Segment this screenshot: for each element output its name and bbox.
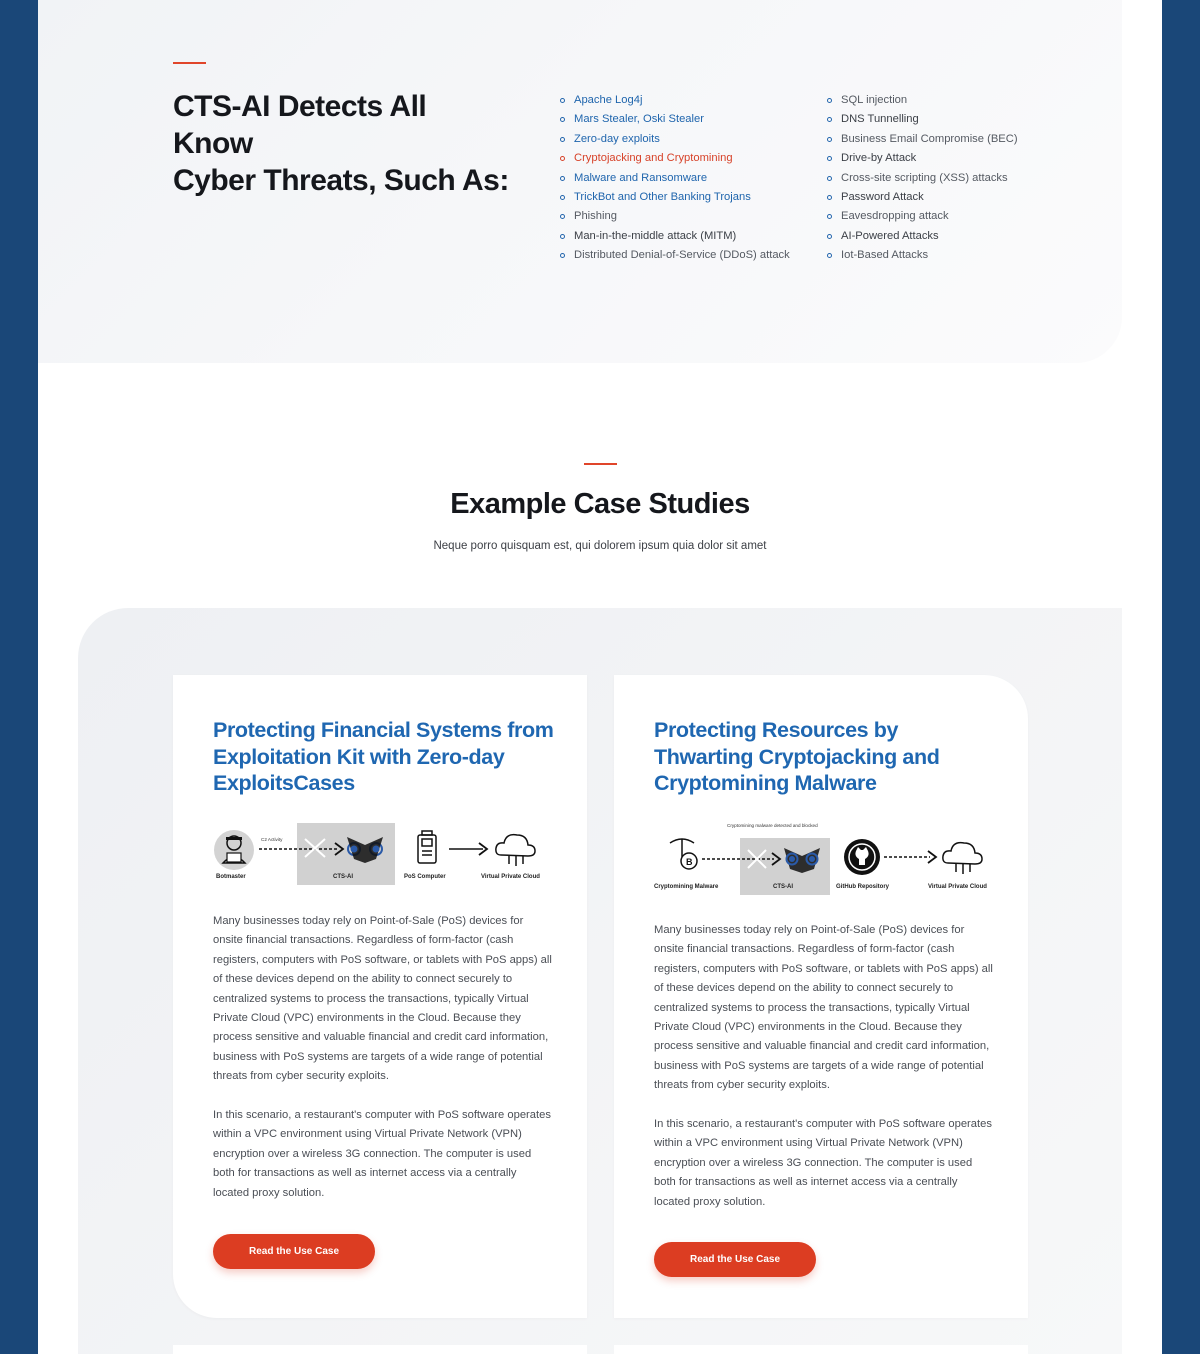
diagram-label: Cryptomining Malware — [654, 884, 719, 890]
cryptomining-malware-icon — [670, 839, 697, 869]
github-icon — [844, 839, 880, 875]
architecture-diagram — [654, 823, 994, 893]
botmaster-icon — [214, 830, 254, 870]
threat-list-item: Password Attack — [827, 188, 1067, 207]
page — [38, 0, 1162, 1354]
threat-list-column-1 — [560, 91, 820, 266]
cloud-icon — [943, 843, 982, 874]
threat-list-item: Drive-by Attack — [827, 149, 1067, 168]
diagram-label: Botmaster — [216, 874, 246, 880]
svg-text:B: B — [686, 857, 693, 867]
threat-list-item[interactable]: Malware and Ransomware — [560, 169, 820, 188]
read-use-case-button[interactable]: Read the Use Case — [654, 1242, 816, 1277]
diagram-graphic — [213, 823, 553, 893]
threat-list-item: DNS Tunnelling — [827, 110, 1067, 129]
card-title: Protecting Resources by Thwarting Cryptojacking and Cryptomining Malware — [654, 718, 940, 795]
diagram-label: Virtual Private Cloud — [928, 884, 987, 890]
threats-heading-line1: CTS-AI Detects All Know — [173, 90, 427, 160]
diagram-label: CTS-AI — [773, 884, 793, 890]
threat-list-item: AI-Powered Attacks — [827, 227, 1067, 246]
pos-computer-icon — [418, 831, 436, 863]
diagram-label: PoS Computer — [404, 874, 446, 880]
card-paragraph: Many businesses today rely on Point-of-Sale (PoS) devices for onsite financial transactions. Regardless of form-factor (cash registers, computers with PoS software, or tablets with PoS apps) all of these devices depend on the ability to connect securely to centralized systems to process the transactions, typically Virtual Private Cloud (VPC) environments in the Cloud. Because they process sensitive and valuable financial and credit card information, business with PoS systems are targets of a wide range of potential threats from cyber security exploits. — [654, 924, 993, 1092]
next-card-edge — [173, 1345, 587, 1354]
threat-list-item[interactable]: Cryptojacking and Cryptomining — [560, 149, 820, 168]
threats-heading-line2: Cyber Threats, Such As: — [173, 164, 509, 197]
threat-list-item: Distributed Denial-of-Service (DDoS) attack — [560, 246, 820, 265]
card-paragraph: In this scenario, a restaurant's computer with PoS software operates within a VPC environment using Virtual Private Network (VPN) encryption over a wireless 3G connection. The computer is used both for transactions as well as internet access via a centrally located proxy solution. — [213, 1109, 551, 1199]
threat-list-item: Phishing — [560, 207, 820, 226]
next-card-edge — [614, 1345, 1028, 1354]
threat-list-item: Eavesdropping attack — [827, 207, 1067, 226]
threat-list-item: Business Email Compromise (BEC) — [827, 130, 1067, 149]
section-accent-bar — [173, 62, 206, 64]
c2-activity-label: C2 Activity — [261, 837, 283, 842]
cloud-icon — [496, 835, 535, 866]
threat-list-item: Man-in-the-middle attack (MITM) — [560, 227, 820, 246]
card-paragraph: In this scenario, a restaurant's computer with PoS software operates within a VPC environment using Virtual Private Network (VPN) encryption over a wireless 3G connection. The computer is used both for transactions as well as internet access via a centrally located proxy solution. — [654, 1118, 992, 1208]
case-studies-title: Example Case Studies — [450, 488, 750, 520]
card-title: Protecting Financial Systems from Exploitation Kit with Zero-day ExploitsCases — [213, 718, 554, 795]
threat-list-item: Cross-site scripting (XSS) attacks — [827, 169, 1067, 188]
case-study-card — [614, 675, 1028, 1318]
case-study-card — [173, 675, 587, 1318]
diagram-label: GitHub Repository — [836, 884, 890, 890]
diagram-label: CTS-AI — [333, 874, 353, 880]
case-studies-subtitle: Neque porro quisquam est, qui dolorem ipsum quia dolor sit amet — [433, 540, 767, 552]
detection-annotation: Cryptomining malware detected and blocked — [727, 823, 818, 828]
diagram-label: Virtual Private Cloud — [481, 874, 540, 880]
threat-list-item[interactable]: Mars Stealer, Oski Stealer — [560, 110, 820, 129]
read-use-case-button[interactable]: Read the Use Case — [213, 1234, 375, 1269]
threat-list-column-2 — [827, 91, 1067, 266]
threats-heading — [173, 88, 513, 199]
threat-list-item[interactable]: TrickBot and Other Banking Trojans — [560, 188, 820, 207]
threat-list-item[interactable]: Apache Log4j — [560, 91, 820, 110]
case-studies-accent-bar — [584, 463, 617, 465]
threat-list-item[interactable]: Zero-day exploits — [560, 130, 820, 149]
threat-list-item: SQL injection — [827, 91, 1067, 110]
threats-section — [38, 0, 1122, 363]
card-paragraph: Many businesses today rely on Point-of-Sale (PoS) devices for onsite financial transactions. Regardless of form-factor (cash registers, computers with PoS software, or tablets with PoS apps) all of these devices depend on the ability to connect securely to centralized systems to process the transactions, typically Virtual Private Cloud (VPC) environments in the Cloud. Because they process sensitive and valuable financial and credit card information, business with PoS systems are targets of a wide range of potential threats from cyber security exploits. — [213, 915, 552, 1083]
architecture-diagram — [213, 823, 553, 893]
threat-list-item: Iot-Based Attacks — [827, 246, 1067, 265]
